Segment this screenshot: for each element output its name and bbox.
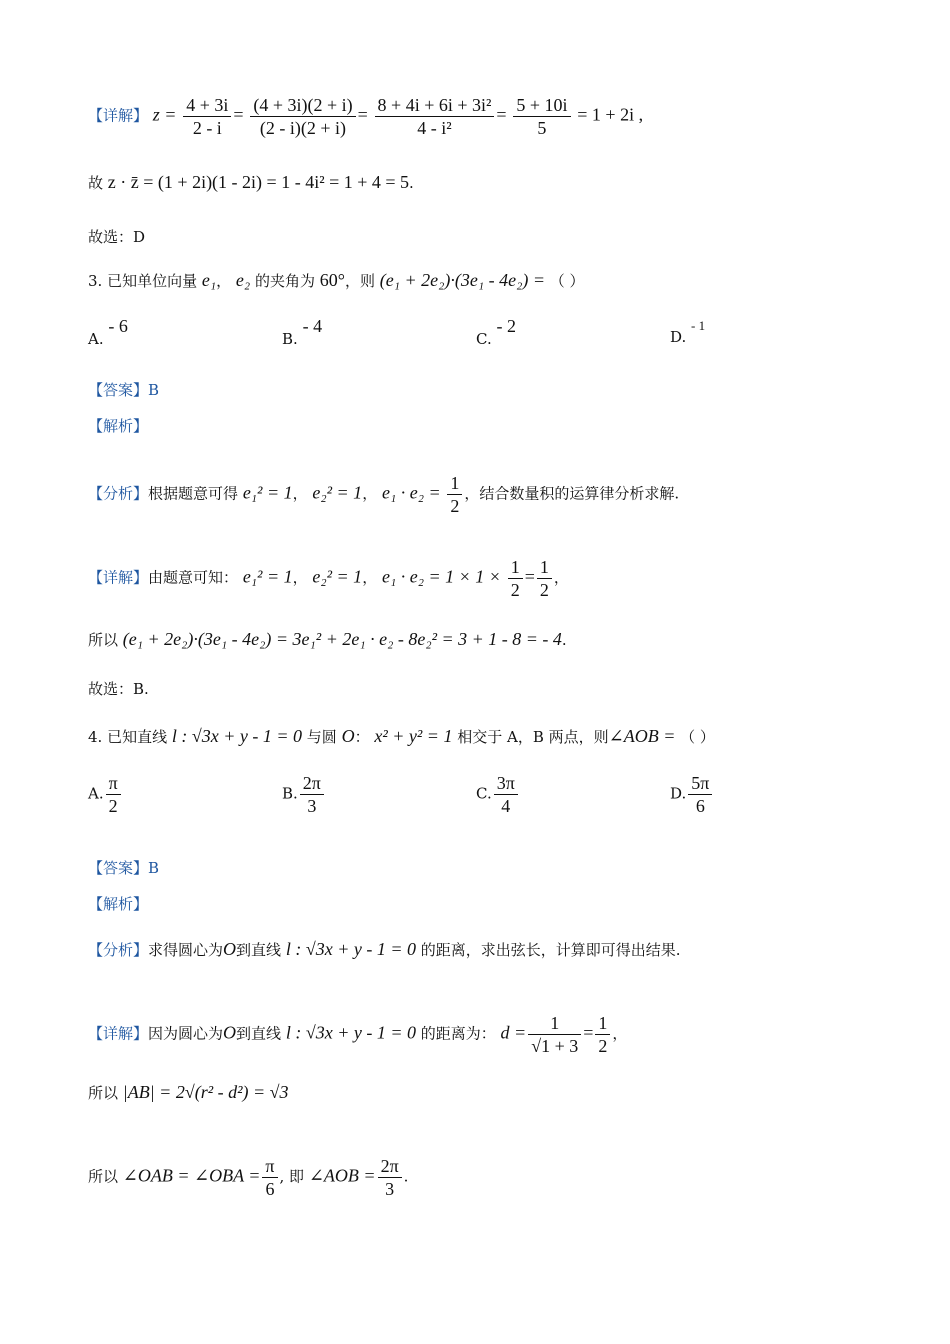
therefore-expr: z · z̄ = (1 + 2i)(1 - 2i) = 1 - 4i² = 1 + 4 = 5 — [107, 172, 410, 192]
d-frac: $\frac{1}{√1 + 3}$ — [528, 1012, 581, 1057]
answer-blank: （ ） — [680, 728, 715, 746]
q3-option-b: B. - 4 — [282, 316, 323, 348]
detail-tag: 【详解】 — [88, 106, 149, 125]
vec-e1: e₁ — [201, 270, 217, 290]
q3-fenxi: 【分析】根据题意可得 e₁² = 1， e₂² = 1， e₁ · e₂ = $\frac{1}{2}$ ，结合数量积的运算律分析求解. — [88, 473, 680, 516]
q4-option-a: A. $\frac{\pi}{2}$ — [88, 772, 123, 817]
q4-answer: 【答案】B — [88, 859, 160, 877]
q3-xiangjie: 【详解】由题意可知： e₁² = 1， e₂² = 1， e₁ · e₂ = 1 × 1 × $\frac{1}{2}$ = $\frac{1}{2}$ ， — [88, 557, 569, 600]
q4-xiangjie: 【详解】因为圆心为O到直线 l : √3x + y - 1 = 0 的距离为： d = $\frac{1}{√1 + 3}$ = $\frac{1}{2}$ ， — [88, 1013, 628, 1056]
q3-expansion: (e₁ + 2e₂)·(3e₁ - 4e₂) = 3e₁² + 2e₁ · e₂ - 8e₂² = 3 + 1 - 8 = - 4 — [122, 629, 562, 649]
answer-blank: （ ） — [549, 272, 585, 290]
frac-4: $\frac{5 + 10i}{5}$ — [513, 94, 570, 139]
chord-length: |AB| = 2√(r² - d²) = √3 — [122, 1082, 289, 1102]
q3-suoyi: 所以 (e₁ + 2e₂)·(3e₁ - 4e₂) = 3e₁² + 2e₁ · e₂ - 8e₂² = 3 + 1 - 8 = - 4. — [88, 629, 567, 649]
therefore-line: 故 z · z̄ = (1 + 2i)(1 - 2i) = 1 - 4i² = 1 + 4 = 5. — [88, 172, 414, 192]
q4-option-d: D. $\frac{5\pi}{6}$ — [670, 772, 714, 817]
choose-d: 故选：D — [88, 228, 146, 246]
q3-analysis: 【解析】 — [88, 417, 149, 435]
q3-answer: 【答案】B — [88, 381, 160, 399]
frac-1: $\frac{4 + 3i}{2 - i}$ — [183, 94, 231, 139]
vec-e2: e₂ — [235, 270, 251, 290]
q3-stem: 3. 已知单位向量 e₁， e₂ 的夹角为 60°，则 (e₁ + 2e₂)·(3e₁ - 4e₂) = （ ） — [88, 270, 585, 290]
q4-analysis: 【解析】 — [88, 895, 149, 913]
q4-fenxi: 【分析】求得圆心为O到直线 l : √3x + y - 1 = 0 的距离，求出弦长，计算即可得出结果. — [88, 939, 681, 959]
angle-60: 60° — [319, 270, 345, 290]
frac-2: $\frac{(4 + 3i)(2 + i)}{(2 - i)(2 + i)}$ — [250, 94, 355, 139]
frac-3: $\frac{\text{8 + 4i + 6i + 3i²}}{\text{4 - i²}}$ — [375, 94, 495, 139]
q4-angles: 所以 ∠OAB = ∠OBA = $\frac{\pi}{6}$ , 即 ∠AOB = $\frac{2\pi}{3}$ . — [88, 1156, 409, 1199]
z-result: = 1 + 2i , — [577, 104, 644, 125]
q4-chord: 所以 |AB| = 2√(r² - d²) = √3 — [88, 1082, 289, 1102]
q3-choose: 故选：B. — [88, 680, 149, 698]
q3-option-a: A. - 6 — [88, 316, 128, 348]
q4-option-c: C. $\frac{3\pi}{4}$ — [476, 772, 520, 817]
circle-eq: x² + y² = 1 — [374, 726, 453, 746]
detail-line-z: 【详解】 z = $\frac{4 + 3i}{2 - i}$ = $\frac{(4 + 3i)(2 + i)}{(2 - i)(2 + i)}$ = $\frac{\text{8 + 4i + 6i + 3i²}}{\text{4 - i²}}$ = $\frac{5 + 10i}{5}$ = 1 + 2i , — [88, 95, 644, 138]
q4-stem: 4. 已知直线 l : √3x + y - 1 = 0 与圆 O： x² + y² = 1 相交于 A，B 两点，则∠AOB = （ ） — [88, 726, 715, 746]
q3-expression: (e₁ + 2e₂)·(3e₁ - 4e₂) = — [379, 270, 545, 290]
half-frac: $\frac{1}{2}$ — [447, 472, 462, 517]
line-eq: l : √3x + y - 1 = 0 — [171, 726, 303, 746]
z-eq: z = — [152, 104, 177, 125]
q3-option-d: D. - 1 — [670, 318, 706, 346]
q4-option-b: B. $\frac{2\pi}{3}$ — [282, 772, 326, 817]
q3-option-c: C. - 2 — [476, 316, 516, 348]
therefore-lead: 故 — [88, 174, 104, 192]
